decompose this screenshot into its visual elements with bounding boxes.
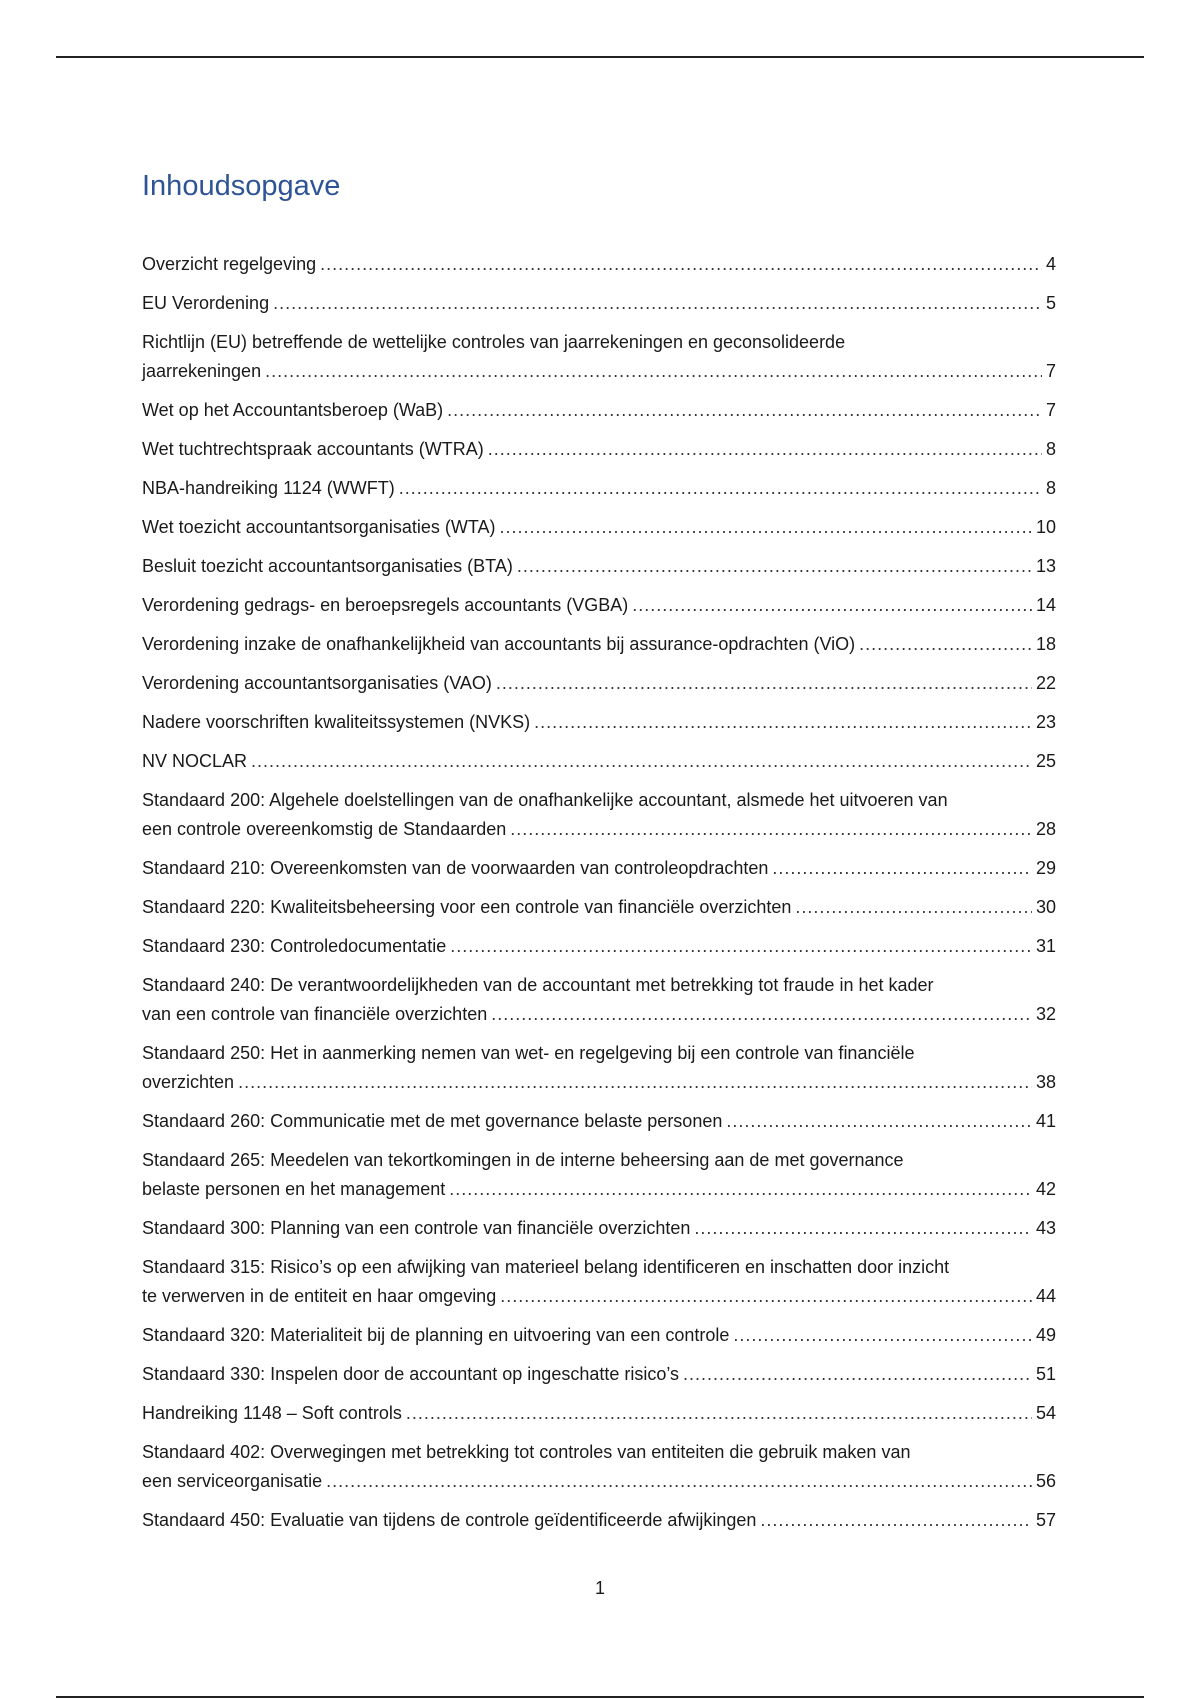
toc-entry-page: 7 [1045, 361, 1056, 381]
toc-entry-page: 28 [1035, 819, 1056, 839]
toc-entry-line [142, 396, 1056, 425]
dot-leader [251, 747, 1032, 776]
toc-entry-line [142, 552, 1056, 581]
toc-entry[interactable] [142, 289, 1056, 318]
dot-leader [449, 1175, 1032, 1204]
dot-leader [491, 1000, 1032, 1029]
toc-entry[interactable] [142, 1214, 1056, 1243]
toc-entry[interactable] [142, 396, 1056, 425]
dot-leader [265, 357, 1042, 386]
toc-entry-page: 56 [1035, 1471, 1056, 1491]
toc-entry-page: 51 [1035, 1364, 1056, 1384]
toc-entry-text: Standaard 320: Materialiteit bij de planning en uitvoering van een controle [142, 1325, 730, 1345]
toc-entry[interactable] [142, 474, 1056, 503]
toc-entry-text: een serviceorganisatie [142, 1471, 323, 1491]
toc-entry[interactable] [142, 1253, 1056, 1311]
toc-entry-text: Standaard 260: Communicatie met de met governance belaste personen [142, 1111, 723, 1131]
toc-entry-text: Nadere voorschriften kwaliteitssystemen (NVKS) [142, 712, 531, 732]
toc-entry[interactable] [142, 435, 1056, 464]
toc-entry-text-line1: Standaard 250: Het in aanmerking nemen van wet- en regelgeving bij een controle van financiële [142, 1043, 915, 1063]
toc-entry[interactable] [142, 854, 1056, 883]
toc-entry-page: 8 [1045, 478, 1056, 498]
dot-leader [510, 815, 1032, 844]
toc-entry-page: 7 [1045, 400, 1056, 420]
toc-entry-text: te verwerven in de entiteit en haar omgeving [142, 1286, 497, 1306]
toc-entry-text: Standaard 230: Controledocumentatie [142, 936, 447, 956]
footer-rule [56, 1696, 1144, 1698]
toc-entry[interactable] [142, 1039, 1056, 1097]
toc-entry-text: Wet op het Accountantsberoep (WaB) [142, 400, 444, 420]
toc-entry-page: 8 [1045, 439, 1056, 459]
toc-entry[interactable] [142, 747, 1056, 776]
toc-entry-text-line1: Standaard 265: Meedelen van tekortkomingen in de interne beheersing aan de met governance [142, 1150, 904, 1170]
page-number: 1 [594, 1578, 605, 1598]
toc-entry[interactable] [142, 1438, 1056, 1496]
dot-leader [683, 1360, 1032, 1389]
toc-entry-page: 29 [1035, 858, 1056, 878]
dot-leader [499, 513, 1031, 542]
toc-entry[interactable] [142, 786, 1056, 844]
toc-entry-line [142, 1175, 1056, 1204]
toc-entry[interactable] [142, 971, 1056, 1029]
toc-entry-page: 14 [1035, 595, 1056, 615]
toc-entry-page: 41 [1035, 1111, 1056, 1131]
toc-entry-page: 31 [1035, 936, 1056, 956]
toc-entry-line [142, 1399, 1056, 1428]
toc-entry-text-line1: Richtlijn (EU) betreffende de wettelijke controles van jaarrekeningen en geconsolideerde [142, 332, 846, 352]
toc-entry-text: Wet tuchtrechtspraak accountants (WTRA) [142, 439, 484, 459]
toc-entry-line [142, 747, 1056, 776]
toc-entry[interactable] [142, 1321, 1056, 1350]
toc-entry-page: 25 [1035, 751, 1056, 771]
toc-entry-text: Besluit toezicht accountantsorganisaties (BTA) [142, 556, 513, 576]
dot-leader [760, 1506, 1032, 1535]
toc-entry-page: 18 [1035, 634, 1056, 654]
toc-entry-text: NV NOCLAR [142, 751, 248, 771]
toc-entry-page: 54 [1035, 1403, 1056, 1423]
toc-entry-line [142, 708, 1056, 737]
toc-entry-text: Wet toezicht accountantsorganisaties (WTA) [142, 517, 496, 537]
toc-entry-line [142, 474, 1056, 503]
toc-entry-text: Overzicht regelgeving [142, 254, 317, 274]
dot-leader [450, 932, 1032, 961]
toc-entry-text: een controle overeenkomstig de Standaarden [142, 819, 507, 839]
toc-entry-text: Handreiking 1148 – Soft controls [142, 1403, 402, 1423]
toc-entry[interactable] [142, 591, 1056, 620]
toc-entry-line [142, 357, 1056, 386]
dot-leader [772, 854, 1032, 883]
toc-entry-line [142, 1214, 1056, 1243]
dot-leader [238, 1068, 1032, 1097]
toc-entry-text: EU Verordening [142, 293, 270, 313]
toc-entry[interactable] [142, 1399, 1056, 1428]
toc-entry[interactable] [142, 893, 1056, 922]
dot-leader [795, 893, 1032, 922]
toc-entry-page: 10 [1035, 517, 1056, 537]
toc-entry-line [142, 250, 1056, 279]
toc-entry-text: Standaard 220: Kwaliteitsbeheersing voor een controle van financiële overzichten [142, 897, 792, 917]
toc-entry-line [142, 669, 1056, 698]
toc-entry-text-line1: Standaard 315: Risico’s op een afwijking van materieel belang identificeren en inschatten door inzicht [142, 1257, 950, 1277]
toc-entry-text: Verordening accountantsorganisaties (VAO) [142, 673, 492, 693]
toc-entry-line [142, 1506, 1056, 1535]
dot-leader [517, 552, 1032, 581]
toc-entry[interactable] [142, 250, 1056, 279]
toc-entry[interactable] [142, 513, 1056, 542]
dot-leader [273, 289, 1042, 318]
toc-entry-text: overzichten [142, 1072, 235, 1092]
toc-entry[interactable] [142, 708, 1056, 737]
toc-entry-text-line1: Standaard 200: Algehele doelstellingen van de onafhankelijke accountant, alsmede het uitvoeren van [142, 790, 948, 810]
toc-entry-page: 44 [1035, 1286, 1056, 1306]
toc-entry-text: Standaard 210: Overeenkomsten van de voorwaarden van controleopdrachten [142, 858, 769, 878]
toc-entry-line [142, 1068, 1056, 1097]
toc-entry-page: 32 [1035, 1004, 1056, 1024]
toc-entry-line [142, 513, 1056, 542]
header-rule [56, 56, 1144, 58]
dot-leader [859, 630, 1032, 659]
toc-entry-line [142, 591, 1056, 620]
toc-entry-text: Standaard 300: Planning van een controle van financiële overzichten [142, 1218, 691, 1238]
toc-entry-text: belaste personen en het management [142, 1179, 446, 1199]
dot-leader [399, 474, 1042, 503]
toc-entry[interactable] [142, 1360, 1056, 1389]
toc-entry-page: 4 [1045, 254, 1056, 274]
toc-entry[interactable] [142, 328, 1056, 386]
toc-entry-line [142, 1107, 1056, 1136]
toc-entry-line [142, 1000, 1056, 1029]
toc-entry-page: 5 [1045, 293, 1056, 313]
toc-entry-line [142, 815, 1056, 844]
toc-entry-line [142, 1467, 1056, 1496]
dot-leader [733, 1321, 1032, 1350]
toc-entry-line [142, 435, 1056, 464]
toc-entry-text: van een controle van financiële overzichten [142, 1004, 488, 1024]
toc-list [142, 250, 1056, 1545]
dot-leader [694, 1214, 1032, 1243]
toc-entry-text: Verordening gedrags- en beroepsregels accountants (VGBA) [142, 595, 629, 615]
toc-title: Inhoudsopgave [142, 170, 341, 202]
toc-entry-line [142, 893, 1056, 922]
dot-leader [496, 669, 1032, 698]
toc-entry[interactable] [142, 932, 1056, 961]
dot-leader [326, 1467, 1032, 1496]
dot-leader [500, 1282, 1032, 1311]
toc-entry-page: 42 [1035, 1179, 1056, 1199]
dot-leader [632, 591, 1032, 620]
dot-leader [320, 250, 1042, 279]
toc-entry[interactable] [142, 630, 1056, 659]
toc-entry[interactable] [142, 669, 1056, 698]
toc-entry-text-line1: Standaard 240: De verantwoordelijkheden van de accountant met betrekking tot fraude in het kader [142, 975, 934, 995]
dot-leader [488, 435, 1042, 464]
toc-entry-line [142, 1360, 1056, 1389]
toc-entry[interactable] [142, 1146, 1056, 1204]
toc-entry-text: Standaard 330: Inspelen door de accountant op ingeschatte risico’s [142, 1364, 680, 1384]
toc-entry-line [142, 1282, 1056, 1311]
dot-leader [447, 396, 1042, 425]
toc-entry-page: 49 [1035, 1325, 1056, 1345]
toc-entry-page: 13 [1035, 556, 1056, 576]
toc-entry-text: NBA-handreiking 1124 (WWFT) [142, 478, 395, 498]
toc-entry-text: Verordening inzake de onafhankelijkheid van accountants bij assurance-opdrachten (ViO) [142, 634, 856, 654]
toc-entry[interactable] [142, 1107, 1056, 1136]
toc-entry-page: 22 [1035, 673, 1056, 693]
toc-entry-text: jaarrekeningen [142, 361, 262, 381]
toc-entry[interactable] [142, 1506, 1056, 1535]
toc-entry-page: 23 [1035, 712, 1056, 732]
toc-entry-page: 57 [1035, 1510, 1056, 1530]
toc-entry[interactable] [142, 552, 1056, 581]
toc-entry-page: 30 [1035, 897, 1056, 917]
dot-leader [406, 1399, 1032, 1428]
dot-leader [534, 708, 1032, 737]
toc-entry-text-line1: Standaard 402: Overwegingen met betrekking tot controles van entiteiten die gebruik maken van [142, 1442, 911, 1462]
toc-entry-line [142, 932, 1056, 961]
toc-entry-line [142, 1321, 1056, 1350]
toc-entry-page: 38 [1035, 1072, 1056, 1092]
toc-entry-page: 43 [1035, 1218, 1056, 1238]
toc-entry-text: Standaard 450: Evaluatie van tijdens de controle geïdentificeerde afwijkingen [142, 1510, 757, 1530]
toc-entry-line [142, 854, 1056, 883]
toc-entry-line [142, 630, 1056, 659]
toc-entry-line [142, 289, 1056, 318]
dot-leader [726, 1107, 1032, 1136]
